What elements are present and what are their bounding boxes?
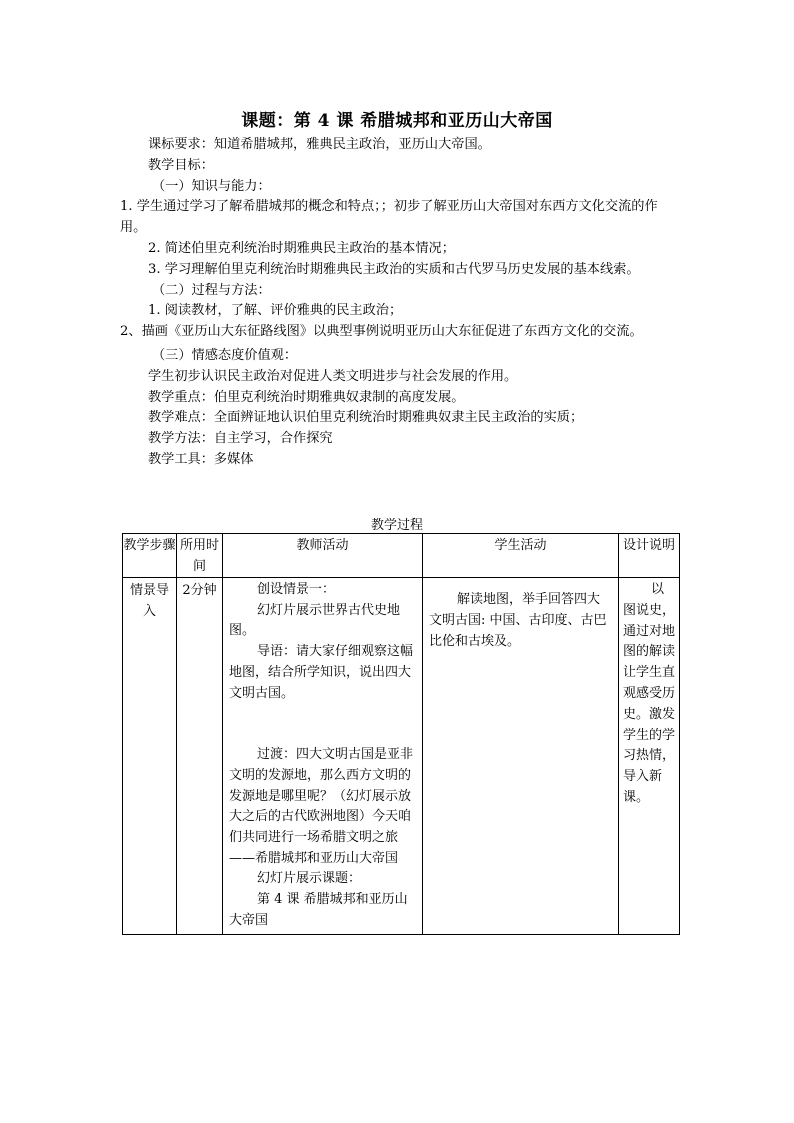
- teaching-tools: 教学工具：多媒体: [148, 451, 254, 467]
- objective-item-2: 2. 简述伯里克利统治时期雅典民主政治的基本情况；: [148, 240, 455, 256]
- cell-teacher-activity: [223, 578, 423, 935]
- teaching-method: 教学方法：自主学习，合作探究: [148, 431, 333, 447]
- key-point: 教学重点：伯里克利统治时期雅典奴隶制的高度发展。: [148, 389, 465, 405]
- process-heading: （二）过程与方法：: [152, 282, 271, 298]
- table-caption: 教学过程: [370, 518, 423, 533]
- teacher-map-slide: 幻灯片展示世界古代史地图。: [229, 602, 401, 639]
- teacher-topic-slide: 幻灯片展示课题：: [257, 871, 362, 887]
- objective-item-5: 2、描画《亚历山大东征路线图》以典型事例说明亚历山大东征促进了东西方文化的交流。: [120, 324, 643, 340]
- curriculum-requirement: 课标要求：知道希腊城邦，雅典民主政治，亚历山大帝国。: [148, 137, 491, 152]
- table-header-row: [123, 534, 680, 578]
- objective-item-4: 1. 阅读教材，了解、评价雅典的民主政治；: [148, 303, 403, 319]
- cell-time: 2分钟: [177, 578, 223, 935]
- values-heading: （三）情感态度价值观：: [152, 347, 298, 363]
- values-text: 学生初步认识民主政治对促进人类文明进步与社会发展的作用。: [148, 368, 518, 384]
- teacher-lesson-title: 第 4 课 希腊城邦和亚历山大帝国: [229, 892, 408, 928]
- objectives-heading: 教学目标：: [148, 157, 214, 173]
- objective-item-3: 3. 学习理解伯里克利统治时期雅典民主政治的实质和古代罗马历史发展的基本线索。: [148, 261, 640, 277]
- header-design: 设计说明: [619, 534, 680, 578]
- lesson-intro: [120, 135, 680, 471]
- cell-design-notes: [619, 578, 680, 935]
- objective-item-1: 1. 学生通过学习了解希腊城邦的概念和特点；；初步了解亚历山大帝国对东西方文化交流的作用。: [120, 199, 658, 236]
- spacer: [229, 704, 418, 745]
- lesson-title: 课题：第 4 课 希腊城邦和亚历山大帝国: [241, 111, 553, 131]
- design-text: 以图说史，通过对地图的解读让学生直观感受历史。激发学生的学习热情，导入新课。: [623, 582, 676, 805]
- teacher-scenario: 创设情景一：: [257, 582, 336, 597]
- knowledge-heading: （一）知识与能力：: [152, 178, 271, 194]
- cell-student-activity: [423, 578, 619, 935]
- cell-step: 情景导入: [123, 578, 177, 935]
- header-time: 所用时间: [177, 534, 223, 578]
- header-student: 学生活动: [423, 534, 619, 578]
- teacher-intro: 导语：请大家仔细观察这幅地图，结合所学知识，说出四大文明古国。: [229, 644, 414, 701]
- student-activity-text: 解读地图，举手回答四大文明古国: 中国、古印度、古巴比伦和古埃及。: [429, 592, 607, 649]
- teaching-process-table: [122, 533, 680, 935]
- header-step: 教学步骤: [123, 534, 177, 578]
- header-teacher: 教师活动: [223, 534, 423, 578]
- difficulty: 教学难点：全面辨证地认识伯里克利统治时期雅典奴隶主民主政治的实质；: [148, 410, 584, 426]
- teacher-transition: 过渡：四大文明古国是亚非文明的发源地，那么西方文明的发源地是哪里呢？（幻灯展示放大之后的古代欧洲地图）今天咱们共同进行一场希腊文明之旅——希腊城邦和亚历山大帝国: [229, 747, 414, 866]
- table-row: [123, 578, 680, 935]
